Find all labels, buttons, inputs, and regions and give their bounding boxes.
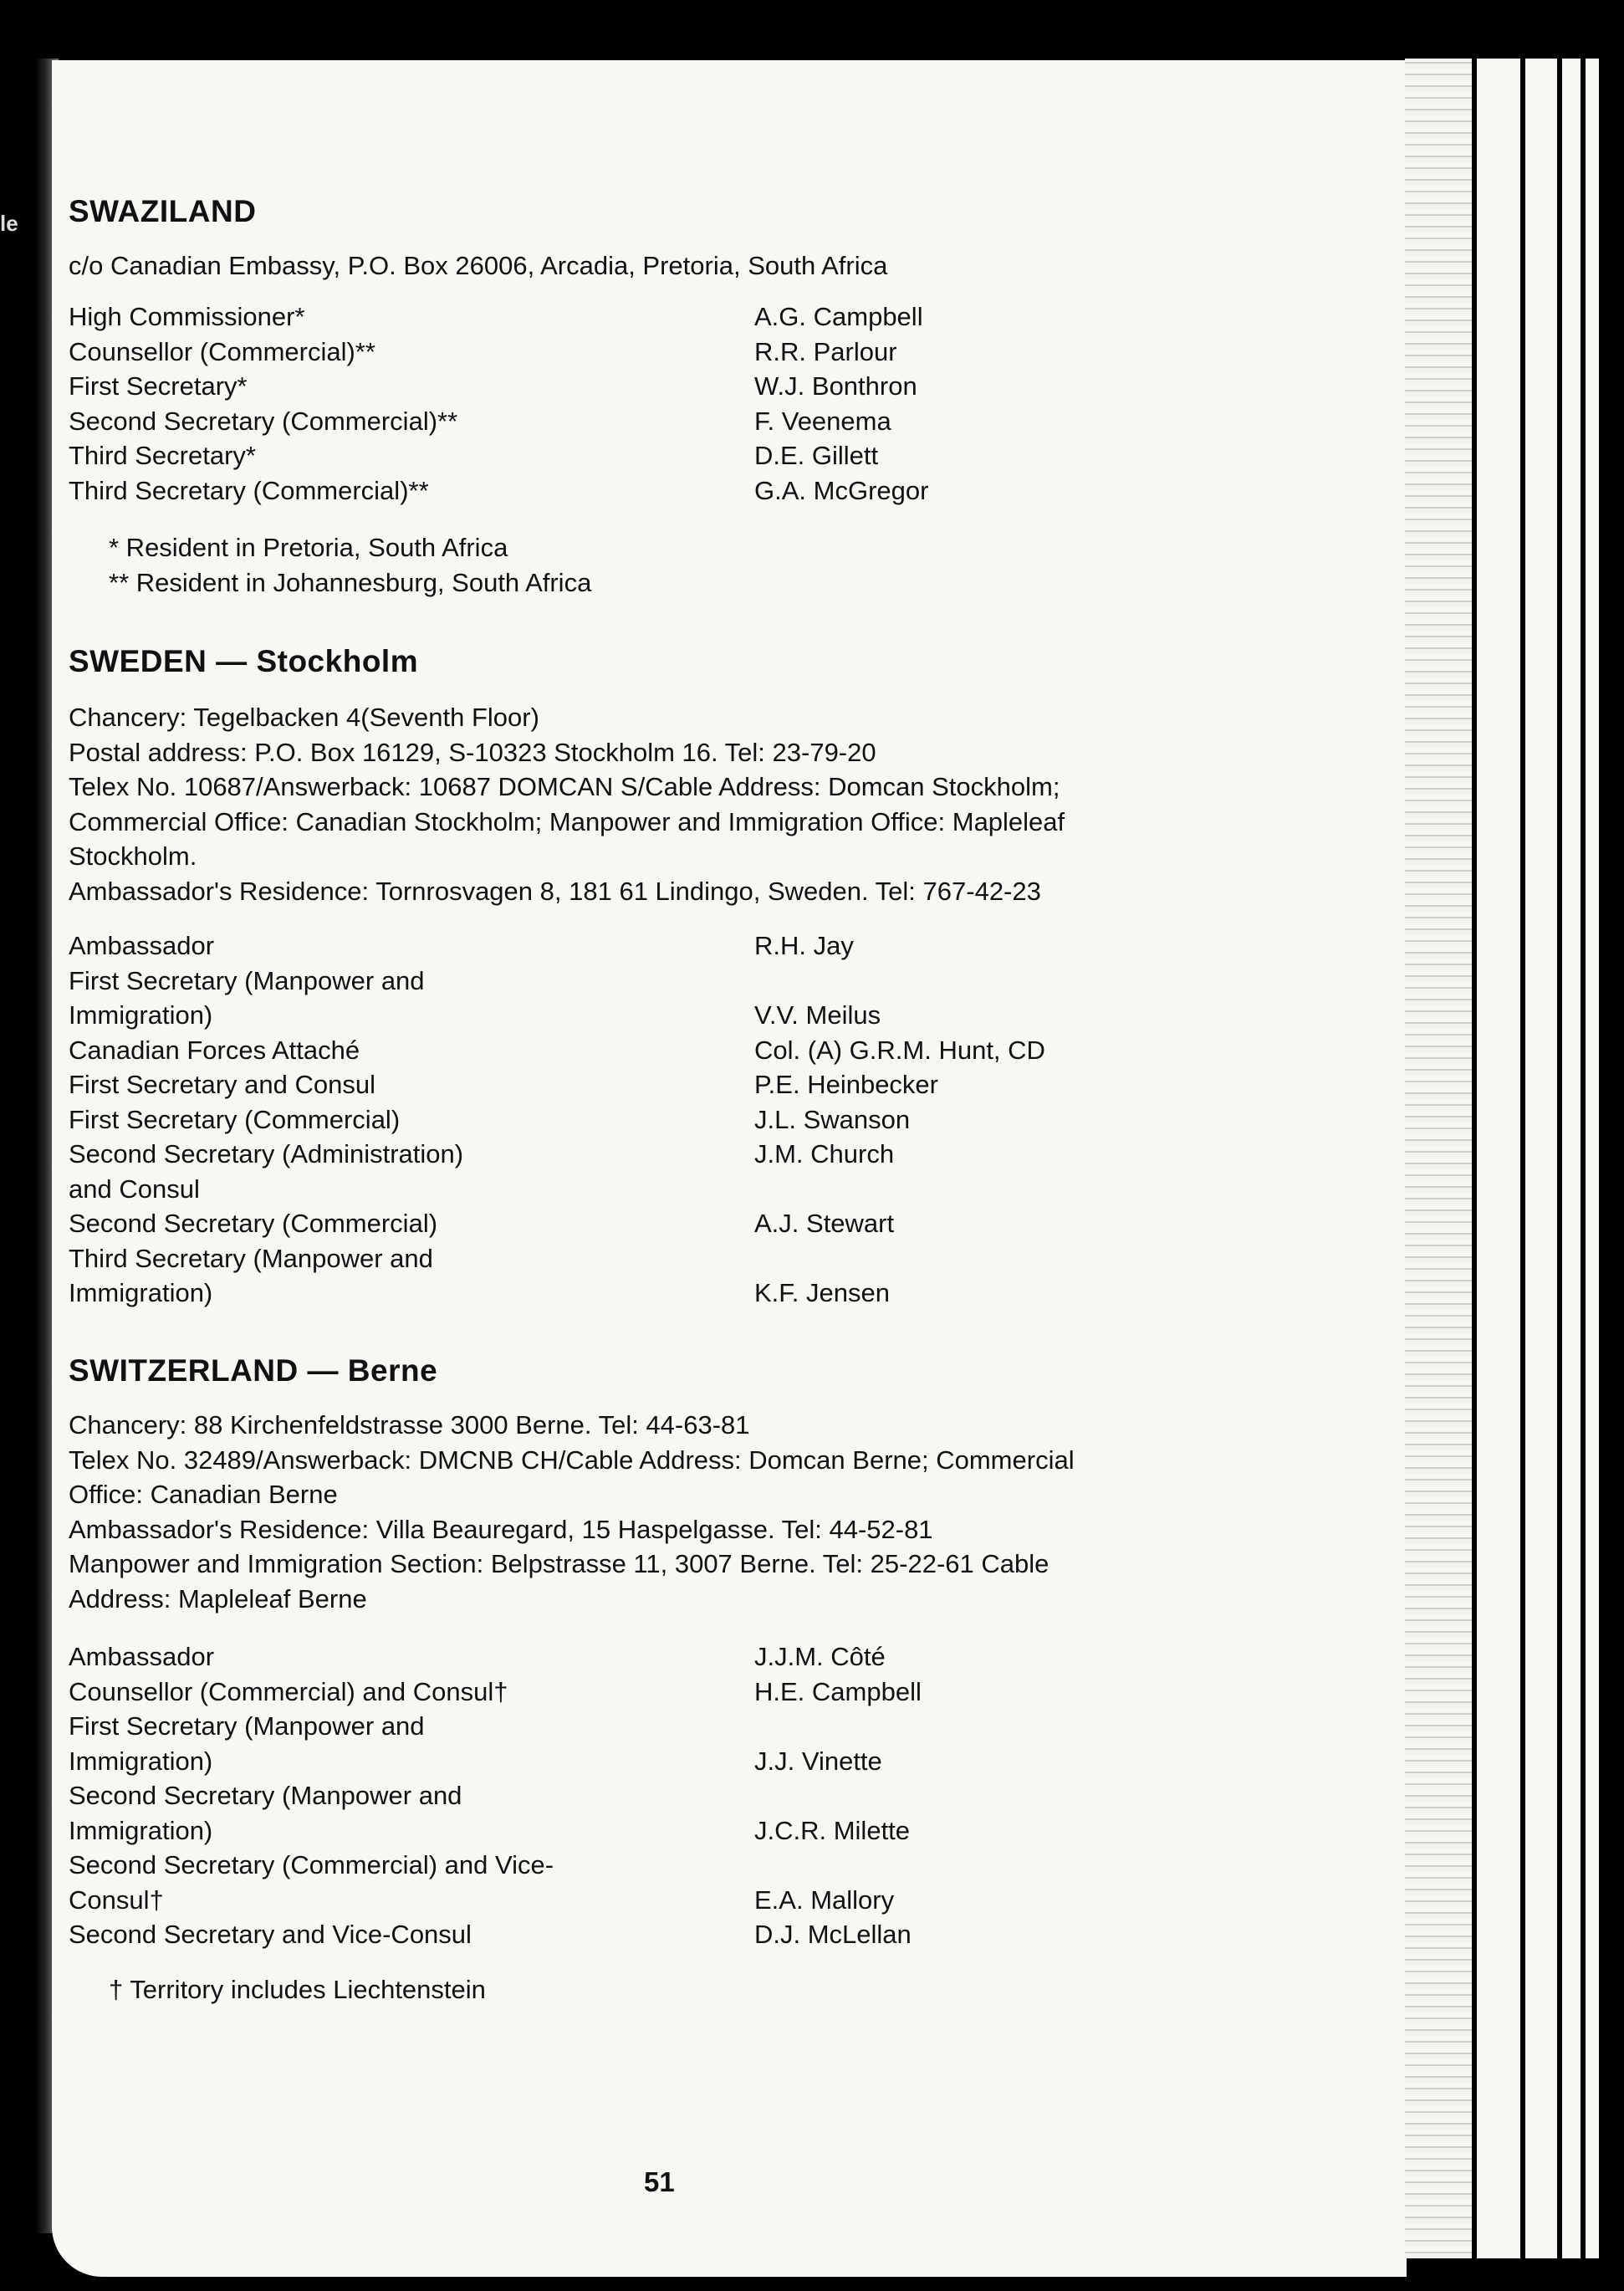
staff-row — [69, 1778, 1072, 1848]
page-edge — [1477, 59, 1520, 2258]
staff-name: J.L. Swanson — [754, 1104, 911, 1134]
staff-title: Counsellor (Commercial)** — [69, 336, 375, 366]
staff-row — [69, 1639, 1072, 1675]
staff-title: Canadian Forces Attaché — [69, 1035, 360, 1065]
staff-title: Counsellor (Commercial) and Consul† — [69, 1676, 508, 1706]
page-edge — [1586, 59, 1599, 2258]
staff-title: Second Secretary and Vice-Consul — [69, 1920, 472, 1949]
staff-name: K.F. Jensen — [754, 1278, 890, 1307]
address-line: Postal address: P.O. Box 16129, S-10323 Stockholm 16. Tel: 23-79-20 — [69, 737, 876, 767]
staff-row — [69, 1206, 1072, 1241]
section-heading-swaziland: SWAZILAND — [69, 194, 257, 228]
staff-name: R.R. Parlour — [754, 336, 897, 366]
staff-row — [69, 404, 1072, 439]
address-line: Chancery: Tegelbacken 4(Seventh Floor) — [69, 703, 539, 732]
staff-name: Col. (A) G.R.M. Hunt, CD — [754, 1035, 1045, 1065]
staff-name: D.J. McLellan — [754, 1920, 912, 1949]
staff-list-sweden — [69, 928, 1072, 1311]
staff-title: Second Secretary (Administration) and Consul — [69, 1139, 464, 1204]
staff-row — [69, 438, 1072, 473]
staff-title: Third Secretary (Commercial)** — [69, 475, 429, 505]
staff-row — [69, 299, 1072, 335]
address-block-swaziland — [69, 248, 1273, 284]
staff-row — [69, 1917, 1072, 1952]
staff-name: F. Veenema — [754, 406, 891, 436]
staff-name: E.A. Mallory — [754, 1884, 895, 1915]
staff-title: First Secretary and Consul — [69, 1070, 375, 1099]
staff-title: Ambassador — [69, 931, 215, 960]
address-block-switzerland — [69, 1408, 1273, 1616]
staff-row — [69, 1848, 1072, 1917]
address-line: Ambassador's Residence: Tornrosvagen 8, 181 61 Lindingo, Sweden. Tel: 767-42-23 — [69, 876, 1041, 906]
staff-title: Third Secretary* — [69, 441, 256, 470]
address-line: c/o Canadian Embassy, P.O. Box 26006, Arcadia, Pretoria, South Africa — [69, 251, 888, 280]
address-line: Telex No. 10687/Answerback: 10687 DOMCAN S/Cable Address: Domcan Stockholm; — [69, 772, 1060, 801]
staff-title: Second Secretary (Commercial) — [69, 1209, 438, 1238]
staff-name: D.E. Gillett — [754, 441, 879, 470]
address-line: Chancery: 88 Kirchenfeldstrasse 3000 Berne. Tel: 44-63-81 — [69, 1410, 750, 1440]
page-number: 51 — [644, 2166, 675, 2197]
staff-name: P.E. Heinbecker — [754, 1070, 938, 1099]
staff-name: J.J.M. Côté — [754, 1642, 886, 1671]
staff-title: Second Secretary (Manpower and Immigration) — [69, 1781, 462, 1845]
address-line: Telex No. 32489/Answerback: DMCNB CH/Cable Address: Domcan Berne; Commercial — [69, 1445, 1075, 1475]
page-edge — [1562, 59, 1581, 2258]
staff-row — [69, 928, 1072, 964]
footnote: * Resident in Pretoria, South Africa — [109, 533, 508, 562]
staff-title: First Secretary (Manpower and Immigration) — [69, 965, 425, 1030]
address-line: Commercial Office: Canadian Stockholm; Manpower and Immigration Office: Mapleleaf — [69, 806, 1065, 836]
staff-name: V.V. Meilus — [754, 1000, 881, 1030]
staff-row — [69, 1675, 1072, 1710]
footnote: ** Resident in Johannesburg, South Africa — [109, 568, 592, 597]
address-line: Office: Canadian Berne — [69, 1480, 338, 1509]
address-block-sweden — [69, 700, 1273, 908]
margin-fragment: le — [0, 211, 18, 236]
page-edges — [1405, 59, 1472, 2258]
staff-row — [69, 1033, 1072, 1068]
staff-row — [69, 1241, 1072, 1311]
section-heading-switzerland: SWITZERLAND — Berne — [69, 1353, 438, 1388]
staff-name: A.J. Stewart — [754, 1209, 895, 1238]
staff-name: R.H. Jay — [754, 931, 854, 960]
staff-name: J.M. Church — [754, 1139, 895, 1169]
staff-name: A.G. Campbell — [754, 302, 923, 331]
staff-row — [69, 964, 1072, 1033]
staff-row — [69, 1137, 1072, 1206]
staff-title: Second Secretary (Commercial) and Vice- Consul† — [69, 1850, 554, 1915]
staff-row — [69, 369, 1072, 404]
staff-title: Ambassador — [69, 1642, 215, 1671]
section-heading-sweden: SWEDEN — Stockholm — [69, 644, 419, 678]
staff-row — [69, 335, 1072, 370]
staff-title: First Secretary* — [69, 371, 248, 401]
staff-row — [69, 1102, 1072, 1138]
staff-name: J.C.R. Milette — [754, 1815, 911, 1845]
staff-name: G.A. McGregor — [754, 475, 929, 505]
staff-name: W.J. Bonthron — [754, 371, 917, 401]
address-line: Address: Mapleleaf Berne — [69, 1583, 367, 1613]
staff-list-swaziland — [69, 299, 1072, 508]
staff-row — [69, 1067, 1072, 1102]
staff-row — [69, 473, 1072, 509]
address-line: Manpower and Immigration Section: Belpstrasse 11, 3007 Berne. Tel: 25-22-61 Cable — [69, 1549, 1049, 1578]
staff-list-switzerland — [69, 1639, 1072, 1952]
staff-name: J.J. Vinette — [754, 1746, 882, 1776]
staff-title: Third Secretary (Manpower and Immigration) — [69, 1243, 433, 1307]
staff-row — [69, 1709, 1072, 1778]
staff-title: Second Secretary (Commercial)** — [69, 406, 458, 436]
staff-title: First Secretary (Manpower and Immigration) — [69, 1711, 425, 1776]
footnote: † Territory includes Liechtenstein — [109, 1975, 486, 2004]
page-edge — [1525, 59, 1557, 2258]
address-line: Stockholm. — [69, 841, 197, 871]
staff-name: H.E. Campbell — [754, 1676, 922, 1706]
address-line: Ambassador's Residence: Villa Beauregard, 15 Haspelgasse. Tel: 44-52-81 — [69, 1514, 933, 1544]
staff-title: High Commissioner* — [69, 302, 305, 331]
staff-title: First Secretary (Commercial) — [69, 1104, 401, 1134]
